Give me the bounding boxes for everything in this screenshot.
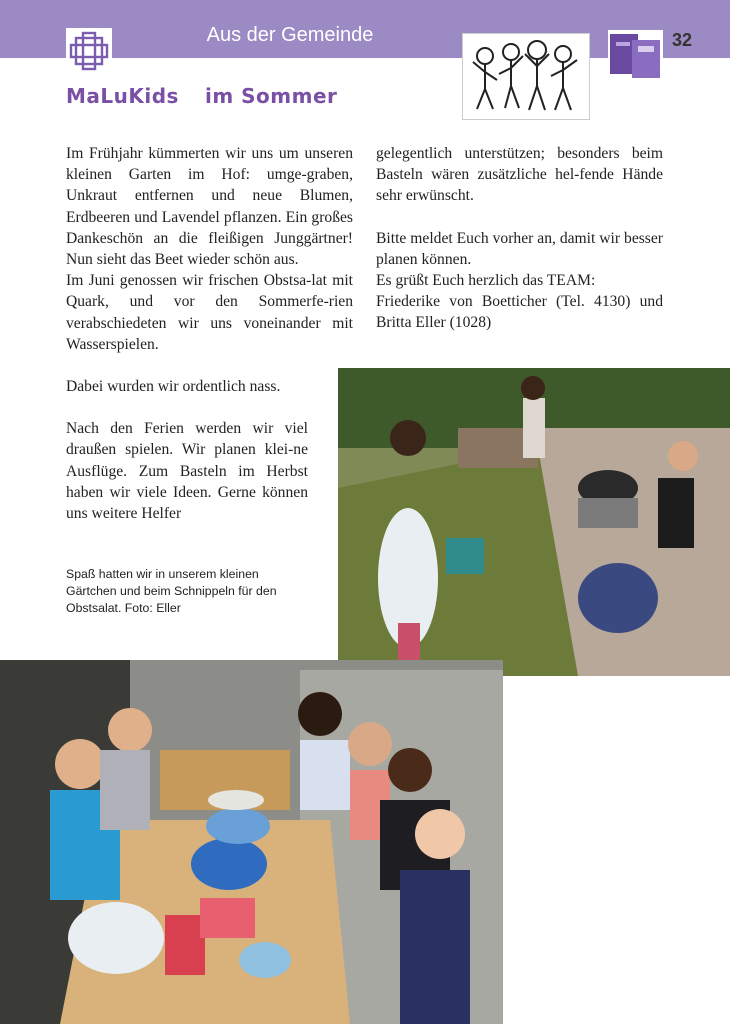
- paragraph: Nach den Ferien werden wir viel draußen spielen. Wir planen klei-ne Ausflüge. Zum Basteln im Herbst haben wir viele Ideen. Gerne können uns weitere Helfer: [66, 420, 308, 523]
- paragraph: Im Juni genossen wir frischen Obstsa-lat mit Quark, und vor den Sommerfe-rien verabschiedeten wir uns voneinander mit Wasserspielen.: [66, 272, 353, 353]
- paragraph: Friederike von Boetticher (Tel. 4130) und Britta Eller (1028): [376, 293, 663, 332]
- article-heading: [66, 84, 337, 108]
- garden-photo: [338, 368, 730, 676]
- paragraph: Dabei wurden wir ordentlich nass.: [66, 378, 281, 395]
- article-heading-part1: MaLuKids: [66, 84, 179, 108]
- paragraph: Es grüßt Euch herzlich das TEAM:: [376, 272, 596, 290]
- left-column: [66, 143, 353, 355]
- paragraph: Bitte meldet Euch vorher an, damit wir besser planen können.: [376, 229, 663, 268]
- cross-logo-icon: [66, 28, 112, 74]
- kids-drawing-icon: [462, 33, 590, 120]
- section-title: Aus der Gemeinde: [206, 24, 374, 46]
- right-column: [376, 143, 663, 334]
- photo-caption: Spaß hatten wir in unserem kleinen Gärtchen und beim Schnippeln für den Obstsalat. Foto: Eller: [66, 567, 277, 615]
- book-icon: [608, 30, 663, 80]
- paragraph: gelegentlich unterstützen; besonders beim Basteln wären zusätzliche hel-fende Hände sehr erwünscht.: [376, 145, 663, 205]
- fruit-salad-photo: [0, 660, 503, 1024]
- paragraph: Im Frühjahr kümmerten wir uns um unseren kleinen Garten im Hof: umge-graben, Unkraut entfernen und neue Blumen, Erdbeeren und Lavendel pflanzen. Ein großes Dankeschön an die fleißigen Junggärtner! Nun sieht das Beet wieder schön aus.: [66, 145, 353, 269]
- left-column-narrow: [66, 376, 308, 524]
- page-number: 32: [672, 30, 693, 50]
- article-heading-part2: im Sommer: [204, 84, 338, 108]
